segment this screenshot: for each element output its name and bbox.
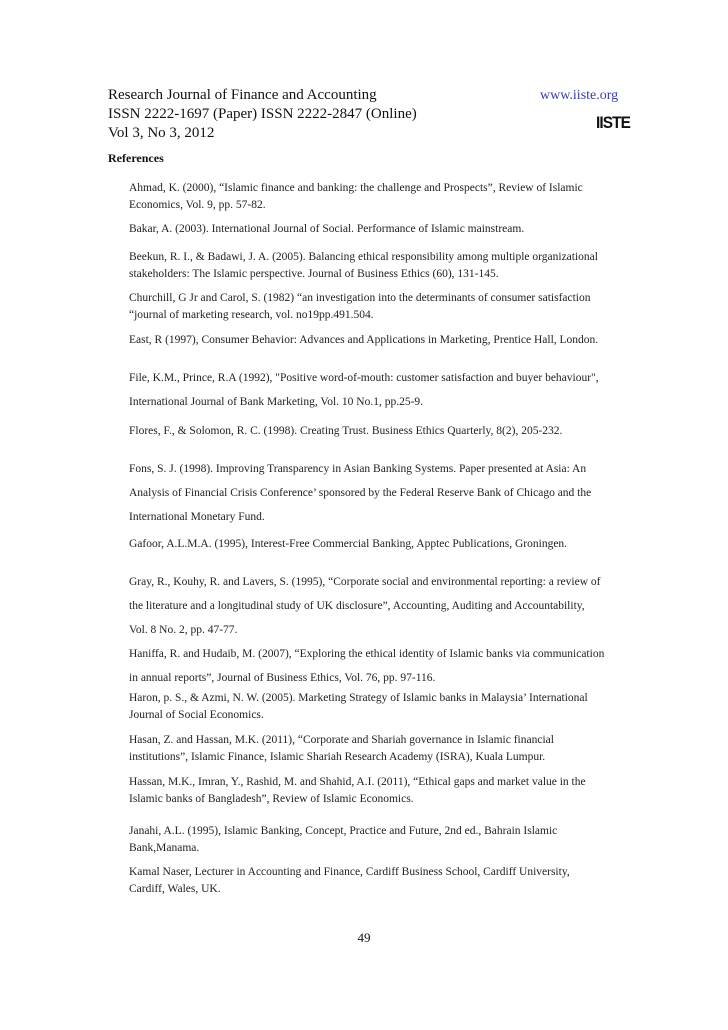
reference-entry <box>129 732 624 766</box>
reference-line: Hassan, M.K., Imran, Y., Rashid, M. and Shahid, A.I. (2011), “Ethical gaps and market value in the <box>129 776 586 788</box>
reference-line: Janahi, A.L. (1995), Islamic Banking, Concept, Practice and Future, 2nd ed., Bahrain Islamic <box>129 825 558 837</box>
journal-title: Research Journal of Finance and Accounting <box>108 87 377 103</box>
reference-line: Gafoor, A.L.M.A. (1995), Interest-Free Commercial Banking, Apptec Publications, Groningen. <box>129 538 568 550</box>
reference-entry <box>129 864 624 898</box>
reference-entry <box>129 536 624 553</box>
journal-volume: Vol 3, No 3, 2012 <box>108 125 215 141</box>
reference-entry <box>129 290 624 324</box>
reference-line: the literature and a longitudinal study of UK disclosure”, Accounting, Auditing and Accountability, <box>129 600 585 612</box>
reference-entry <box>129 366 624 414</box>
reference-line: International Journal of Bank Marketing, Vol. 10 No.1, pp.25-9. <box>129 396 424 408</box>
journal-header <box>108 86 631 143</box>
reference-line: East, R (1997), Consumer Behavior: Advances and Applications in Marketing, Prentice Hall, London. <box>129 334 599 346</box>
reference-entry <box>129 570 624 642</box>
reference-line: Bakar, A. (2003). International Journal of Social. Performance of Islamic mainstream. <box>129 223 525 235</box>
reference-line: Beekun, R. I., & Badawi, J. A. (2005). Balancing ethical responsibility among multiple organizational <box>129 251 598 263</box>
reference-line: Analysis of Financial Crisis Conference’ sponsored by the Federal Reserve Bank of Chicago and the <box>129 487 592 499</box>
reference-entry <box>129 221 624 238</box>
page-number: 49 <box>357 930 371 945</box>
reference-line: Churchill, G Jr and Carol, S. (1982) “an investigation into the determinants of consumer satisfaction <box>129 292 591 304</box>
reference-line: Vol. 8 No. 2, pp. 47-77. <box>129 624 238 636</box>
iiste-logo-text: IISTE <box>596 113 631 132</box>
iiste-logo <box>595 108 631 132</box>
reference-line: Hasan, Z. and Hassan, M.K. (2011), “Corporate and Shariah governance in Islamic financial <box>129 734 554 746</box>
reference-entry <box>129 457 624 529</box>
reference-entry <box>129 332 624 349</box>
reference-line: stakeholders: The Islamic perspective. Journal of Business Ethics (60), 131-145. <box>129 268 499 280</box>
reference-entry <box>129 774 624 808</box>
reference-line: Bank,Manama. <box>129 842 200 854</box>
reference-entry <box>129 642 624 690</box>
reference-line: Cardiff, Wales, UK. <box>129 883 221 895</box>
reference-entry <box>129 423 624 440</box>
references-heading: References <box>108 151 164 165</box>
reference-entry <box>129 690 624 724</box>
reference-line: institutions”, Islamic Finance, Islamic Shariah Research Academy (ISRA), Kuala Lumpur. <box>129 751 546 763</box>
reference-line: International Monetary Fund. <box>129 511 265 523</box>
reference-line: Haron, p. S., & Azmi, N. W. (2005). Marketing Strategy of Islamic banks in Malaysia’ International <box>129 692 588 704</box>
reference-line: Flores, F., & Solomon, R. C. (1998). Creating Trust. Business Ethics Quarterly, 8(2), 205-232. <box>129 425 563 437</box>
reference-entry <box>129 180 624 214</box>
journal-url-link[interactable]: www.iiste.org <box>540 88 619 103</box>
reference-line: Fons, S. J. (1998). Improving Transparency in Asian Banking Systems. Paper presented at Asia: An <box>129 463 587 475</box>
reference-entry <box>129 823 624 857</box>
journal-issn: ISSN 2222-1697 (Paper) ISSN 2222-2847 (Online) <box>108 106 417 122</box>
reference-line: Kamal Naser, Lecturer in Accounting and Finance, Cardiff Business School, Cardiff University, <box>129 866 570 878</box>
reference-line: Ahmad, K. (2000), “Islamic finance and banking: the challenge and Prospects”, Review of Islamic <box>129 182 583 194</box>
reference-line: “journal of marketing research, vol. no19pp.491.504. <box>129 309 374 321</box>
reference-line: in annual reports”, Journal of Business Ethics, Vol. 76, pp. 97-116. <box>129 672 436 684</box>
reference-line: Economics, Vol. 9, pp. 57-82. <box>129 199 266 211</box>
reference-line: Journal of Social Economics. <box>129 709 264 721</box>
reference-line: Gray, R., Kouhy, R. and Lavers, S. (1995), “Corporate social and environmental reporting: a review of <box>129 576 601 588</box>
reference-line: Islamic banks of Bangladesh”, Review of Islamic Economics. <box>129 793 414 805</box>
reference-line: Haniffa, R. and Hudaib, M. (2007), “Exploring the ethical identity of Islamic banks via communication <box>129 648 605 660</box>
reference-entry <box>129 249 624 283</box>
reference-line: File, K.M., Prince, R.A (1992), "Positive word-of-mouth: customer satisfaction and buyer behaviour", <box>129 372 599 384</box>
